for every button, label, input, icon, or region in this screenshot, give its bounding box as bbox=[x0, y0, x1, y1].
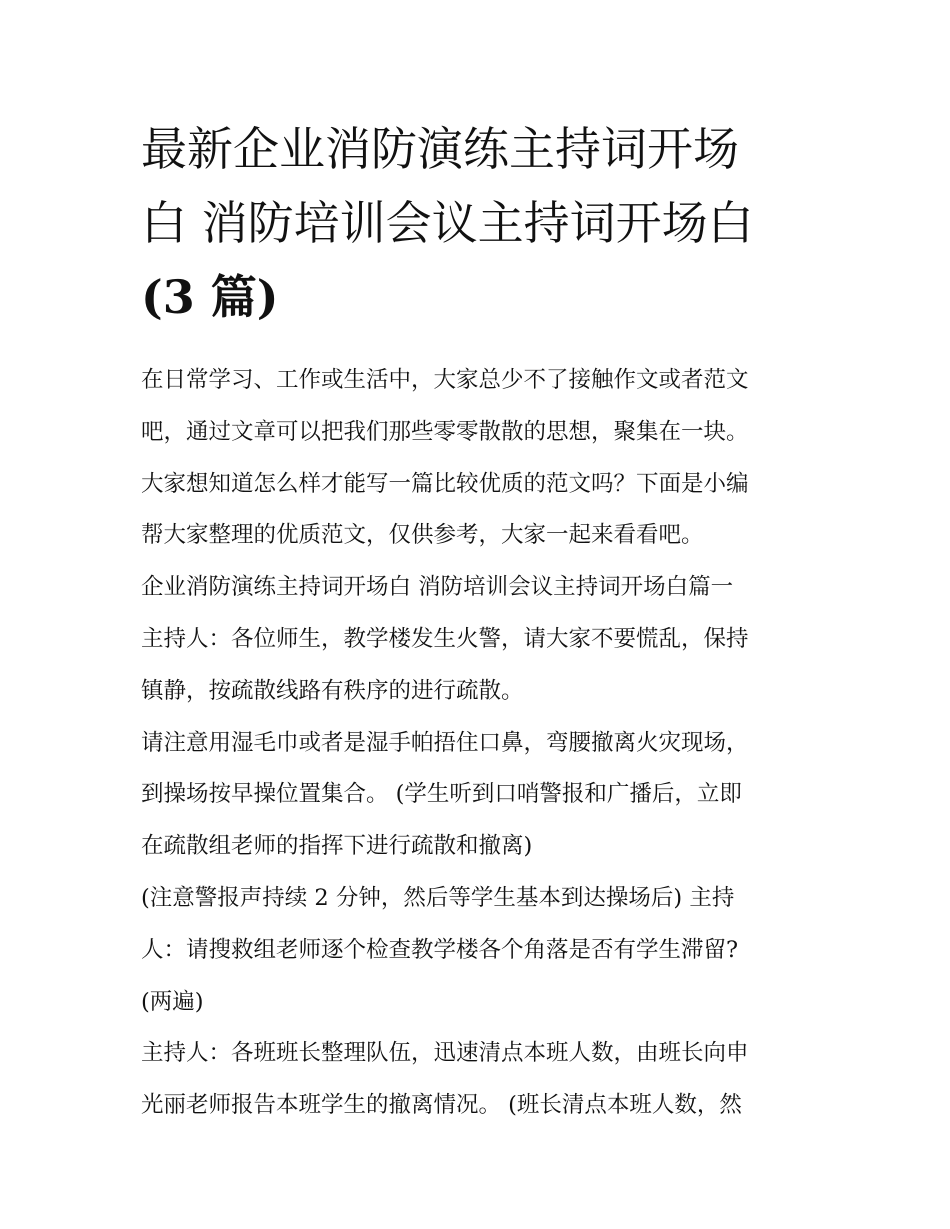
body-line: 在日常学习、工作或生活中，大家总少不了接触作文或者范文 bbox=[141, 367, 749, 393]
body-line: 主持人：各位师生，教学楼发生火警，请大家不要慌乱，保持 bbox=[141, 625, 749, 652]
body-line: 到操场按早操位置集合。 (学生听到口哨警报和广播后，立即 bbox=[141, 781, 742, 808]
body-line: 大家想知道怎么样才能写一篇比较优质的范文吗？下面是小编 bbox=[141, 470, 749, 497]
document-title bbox=[141, 112, 821, 334]
body-line: 在疏散组老师的指挥下进行疏散和撤离) bbox=[141, 833, 533, 860]
body-line: (两遍) bbox=[141, 988, 204, 1015]
body-line: 帮大家整理的优质范文，仅供参考，大家一起来看看吧。 bbox=[141, 522, 704, 549]
body-line: 光丽老师报告本班学生的撤离情况。 (班长清点本班人数，然 bbox=[141, 1092, 742, 1119]
body-line: 主持人：各班班长整理队伍，迅速清点本班人数，由班长向申 bbox=[141, 1040, 749, 1067]
body-line: 人：请搜救组老师逐个检查教学楼各个角落是否有学生滞留? bbox=[141, 936, 739, 963]
document-body bbox=[141, 355, 821, 1132]
title-line-3: (3 篇) bbox=[141, 270, 279, 324]
body-line: 请注意用湿毛巾或者是湿手帕捂住口鼻，弯腰撤离火灾现场， bbox=[141, 729, 749, 756]
title-line-2: 白 消防培训会议主持词开场白 bbox=[141, 196, 754, 250]
body-line: 镇静，按疏散线路有秩序的进行疏散。 bbox=[141, 677, 524, 704]
title-line-1: 最新企业消防演练主持词开场 bbox=[141, 122, 739, 176]
body-line: (注意警报声持续 2 分钟，然后等学生基本到达操场后) 主持 bbox=[141, 884, 735, 911]
section-heading-line: 企业消防演练主持词开场白 消防培训会议主持词开场白篇一 bbox=[141, 574, 734, 601]
body-line: 吧，通过文章可以把我们那些零零散散的思想，聚集在一块。 bbox=[141, 418, 749, 445]
